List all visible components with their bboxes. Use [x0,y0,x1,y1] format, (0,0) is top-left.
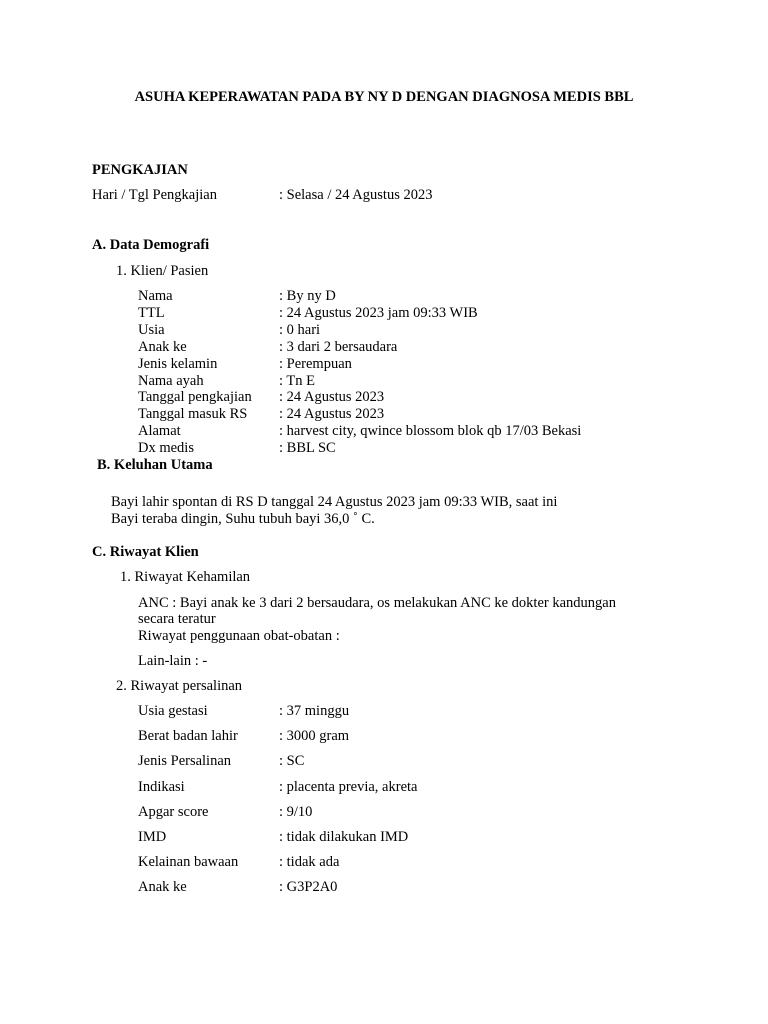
row-value: : 24 Agustus 2023 [279,389,385,405]
row-label: Nama [138,288,173,304]
row-label: Jenis Persalinan [138,753,232,769]
row-value: : Tn E [279,373,315,389]
section-c-heading: C. Riwayat Klien [92,544,199,560]
row-value: : 0 hari [279,322,321,338]
document-title: ASUHA KEPERAWATAN PADA BY NY D DENGAN DIAGNOSA MEDIS BBL [134,89,634,105]
row-label: TTL [138,305,165,321]
row-value: : By ny D [279,288,336,304]
row-value: : 3 dari 2 bersaudara [279,339,398,355]
keluhan-line-2: Bayi teraba dingin, Suhu tubuh bayi 36,0 ˚ C. [111,511,375,527]
row-label: IMD [138,829,167,845]
row-label: Dx medis [138,440,194,456]
row-value: : BBL SC [279,440,336,456]
pengkajian-date-label: Hari / Tgl Pengkajian [92,187,217,203]
row-label: Anak ke [138,879,187,895]
row-label: Indikasi [138,779,185,795]
row-value: : 24 Agustus 2023 jam 09:33 WIB [279,305,478,321]
row-value: : SC [279,753,305,769]
riwayat-kehamilan-heading: 1. Riwayat Kehamilan [120,569,251,585]
section-b-heading: B. Keluhan Utama [97,457,213,473]
row-value: : tidak ada [279,854,340,870]
row-label: Nama ayah [138,373,204,389]
row-label: Kelainan bawaan [138,854,239,870]
obat-line: Riwayat penggunaan obat-obatan : [138,628,340,644]
row-value: : 3000 gram [279,728,350,744]
section-a-subheading: 1. Klien/ Pasien [116,263,209,279]
row-value: : Perempuan [279,356,352,372]
lain-lain-line: Lain-lain : - [138,653,208,669]
row-label: Apgar score [138,804,209,820]
row-label: Berat badan lahir [138,728,238,744]
section-a-heading: A. Data Demografi [92,237,210,253]
row-value: : placenta previa, akreta [279,779,418,795]
anc-line-2: secara teratur [138,611,216,627]
row-label: Anak ke [138,339,187,355]
row-label: Jenis kelamin [138,356,218,372]
riwayat-persalinan-heading: 2. Riwayat persalinan [116,678,243,694]
anc-line-1: ANC : Bayi anak ke 3 dari 2 bersaudara, os melakukan ANC ke dokter kandungan [138,595,616,611]
pengkajian-heading: PENGKAJIAN [92,162,188,178]
row-value: : G3P2A0 [279,879,338,895]
row-value: : 9/10 [279,804,313,820]
row-value: : 37 minggu [279,703,350,719]
pengkajian-date-value: : Selasa / 24 Agustus 2023 [279,187,433,203]
row-value: : tidak dilakukan IMD [279,829,409,845]
row-label: Tanggal pengkajian [138,389,252,405]
keluhan-line-1: Bayi lahir spontan di RS D tanggal 24 Agustus 2023 jam 09:33 WIB, saat ini [111,494,558,510]
row-label: Usia [138,322,165,338]
row-label: Usia gestasi [138,703,208,719]
row-value: : harvest city, qwince blossom blok qb 17/03 Bekasi [279,423,582,439]
row-value: : 24 Agustus 2023 [279,406,385,422]
row-label: Tanggal masuk RS [138,406,248,422]
row-label: Alamat [138,423,181,439]
